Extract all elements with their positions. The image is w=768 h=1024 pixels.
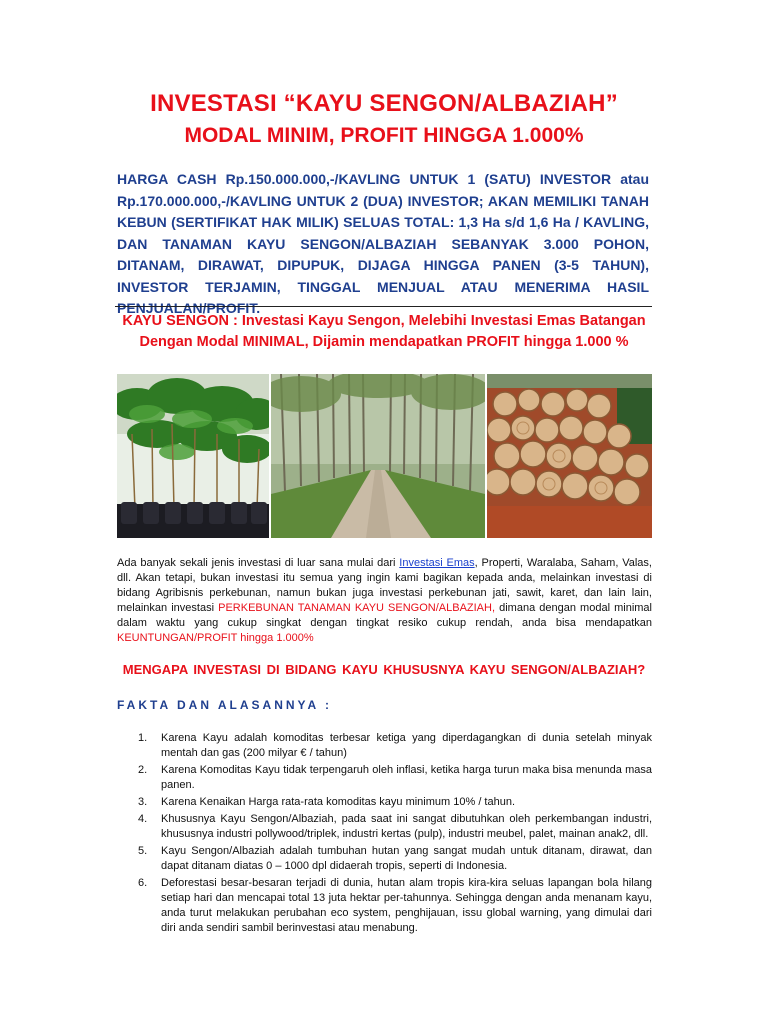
banner-line-2: Dengan Modal MINIMAL, Dijamin mendapatkan PROFIT hingga 1.000 % [139, 334, 629, 350]
list-number: 4. [138, 813, 148, 825]
list-text: Karena Komoditas Kayu tidak terpengaruh oleh inflasi, ketika harga turun maka bisa menunda masa panen. [161, 764, 652, 791]
log-pile-photo [487, 374, 652, 538]
highlight-text: PERKEBUNAN TANAMAN KAYU SENGON/ALBAZIAH, [218, 602, 496, 614]
page-title: INVESTASI “KAYU SENGON/ALBAZIAH” [150, 90, 618, 117]
list-text: Karena Kenaikan Harga rata-rata komoditas kayu minimum 10% / tahun. [161, 796, 516, 808]
promo-banner [112, 311, 656, 353]
list-item [117, 731, 652, 761]
list-text: Deforestasi besar-besaran terjadi di dunia, hutan alam tropis kira-kira seluas lapangan bola hilang setiap hari dan mencapai total 13 juta hektar per-tahunnya. Sehingga dengan anda menanam kayu, anda turut melakukan perubahan eco system, penghijauan, issu global warning, yang dimulai dari diri anda sendiri sambil berinvestasi atau menabung. [161, 877, 652, 934]
list-text: Karena Kayu adalah komoditas terbesar ketiga yang diperdagangkan di dunia setelah minyak mentah dan gas (200 milyar € / tahun) [161, 732, 652, 759]
body-paragraph [117, 556, 652, 646]
seedlings-photo [117, 374, 269, 538]
body-text: dimana dengan modal minimal dalam waktu yang cukup singkat dengan tingkat resiko cukup rendah, anda bisa mendapatkan [117, 602, 652, 629]
body-text: Ada banyak sekali jenis investasi di luar sana mulai dari [117, 557, 400, 569]
list-item [117, 763, 652, 793]
page-subtitle: MODAL MINIM, PROFIT HINGGA 1.000% [184, 124, 584, 147]
body-text: , Properti, Waralaba, Saham, Valas, dll. Akan tetapi, bukan investasi itu semua yang ingin kami bagikan kepada anda, melainkan investasi di bidang Agribisnis perkebunan, namun bukan juga investasi perkebunan jati, sawit, karet, dan lain lain, melainkan investasi [117, 557, 652, 614]
list-number: 1. [138, 732, 148, 744]
list-item [117, 812, 652, 842]
list-number: 2. [138, 764, 148, 776]
list-number: 6. [138, 877, 148, 889]
forest-road-photo [271, 374, 485, 538]
facts-list [117, 731, 652, 938]
highlight-text: KEUNTUNGAN/PROFIT hingga 1.000% [117, 632, 314, 644]
list-text: Khususnya Kayu Sengon/Albaziah, pada saat ini sangat dibutuhkan oleh perkembangan industri, khususnya industri pollywood/triplek, industri kertas (pulp), industri meubel, palet, mainan anak2, dll. [161, 813, 652, 840]
list-text: Kayu Sengon/Albaziah adalah tumbuhan hutan yang sangat mudah untuk ditanam, dirawat, dan dapat ditanam diatas 0 – 1000 dpl didaerah tropis, seperti di Indonesia. [161, 845, 652, 872]
list-number: 3. [138, 796, 148, 808]
section-question-heading: MENGAPA INVESTASI DI BIDANG KAYU KHUSUSNYA KAYU SENGON/ALBAZIAH? [122, 662, 646, 677]
list-item [117, 795, 652, 810]
photo-strip [117, 374, 652, 538]
list-number: 5. [138, 845, 148, 857]
list-item [117, 844, 652, 874]
facts-heading: FAKTA DAN ALASANNYA : [117, 698, 332, 712]
list-item [117, 876, 652, 936]
divider-line [115, 306, 652, 307]
intro-paragraph: HARGA CASH Rp.150.000.000,-/KAVLING UNTUK 1 (SATU) INVESTOR atau Rp.170.000.000,-/KAVLING UNTUK 2 (DUA) INVESTOR; AKAN MEMILIKI TANAH KEBUN (SERTIFIKAT HAK MILIK) SELUAS TOTAL: 1,3 Ha s/d 1,6 Ha / KAVLING, DAN TANAMAN KAYU SENGON/ALBAZIAH SEBANYAK 3.000 POHON, DITANAM, DIRAWAT, DIPUPUK, DIJAGA HINGGA PANEN (3-5 TAHUN), INVESTOR TERJAMIN, TINGGAL MENJUAL ATAU MENERIMA HASIL PENJUALAN/PROFIT. [117, 171, 649, 316]
investasi-emas-link[interactable]: Investasi Emas [399, 557, 475, 569]
banner-line-1: KAYU SENGON : Investasi Kayu Sengon, Melebihi Investasi Emas Batangan [122, 313, 646, 329]
